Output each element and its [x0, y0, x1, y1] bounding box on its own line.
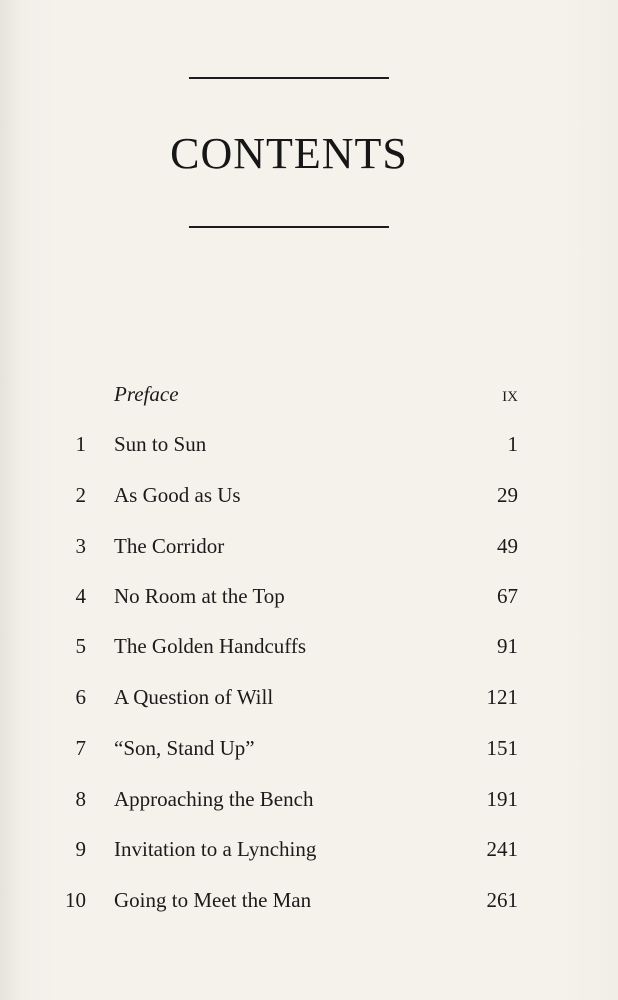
toc-entry-number: 1	[75, 432, 86, 456]
toc-entry-title: The Golden Handcuffs	[114, 634, 307, 658]
toc-row	[0, 534, 618, 574]
toc-entry-title: As Good as Us	[114, 483, 241, 507]
toc-entry-number: 2	[75, 483, 86, 507]
toc-entry-page: 261	[486, 888, 518, 912]
toc-entry-title: “Son, Stand Up”	[114, 736, 255, 760]
toc-entry-page: 91	[497, 634, 518, 658]
toc-row-preface	[0, 382, 618, 422]
toc-entry-title: Sun to Sun	[114, 432, 207, 456]
toc-entry-title: Approaching the Bench	[114, 787, 314, 811]
toc-entry-title: Preface	[114, 382, 179, 406]
toc-entry-number: 5	[75, 634, 86, 658]
toc-row	[0, 634, 618, 674]
toc-entry-page: 29	[497, 483, 518, 507]
toc-entry-page: 67	[497, 584, 518, 608]
toc-entry-number: 10	[65, 888, 86, 912]
top-rule	[189, 77, 389, 79]
toc-row	[0, 736, 618, 776]
toc-entry-page: 49	[497, 534, 518, 558]
toc-row	[0, 685, 618, 725]
page-title: CONTENTS	[170, 129, 408, 178]
toc-entry-number: 6	[75, 685, 86, 709]
toc-row	[0, 787, 618, 827]
toc-row	[0, 483, 618, 523]
toc-entry-title: A Question of Will	[114, 685, 274, 709]
toc-entry-page: 241	[486, 837, 518, 861]
toc-entry-number: 8	[75, 787, 86, 811]
toc-entry-number: 9	[75, 837, 86, 861]
toc-entry-title: The Corridor	[114, 534, 225, 558]
bottom-rule	[189, 226, 389, 228]
toc-entry-title: No Room at the Top	[114, 584, 285, 608]
toc-row	[0, 432, 618, 472]
toc-entry-page: 191	[486, 787, 518, 811]
toc-entry-page: ix	[502, 382, 518, 406]
toc-row	[0, 584, 618, 624]
toc-entry-number: 3	[75, 534, 86, 558]
toc-entry-number: 4	[75, 584, 86, 608]
toc-entry-page: 151	[486, 736, 518, 760]
toc-entry-number: 7	[75, 736, 86, 760]
toc-row	[0, 888, 618, 928]
toc-entry-page: 1	[507, 432, 518, 456]
toc-entry-title: Going to Meet the Man	[114, 888, 312, 912]
toc-entry-title: Invitation to a Lynching	[114, 837, 317, 861]
toc-row	[0, 837, 618, 877]
toc-entry-page: 121	[486, 685, 518, 709]
